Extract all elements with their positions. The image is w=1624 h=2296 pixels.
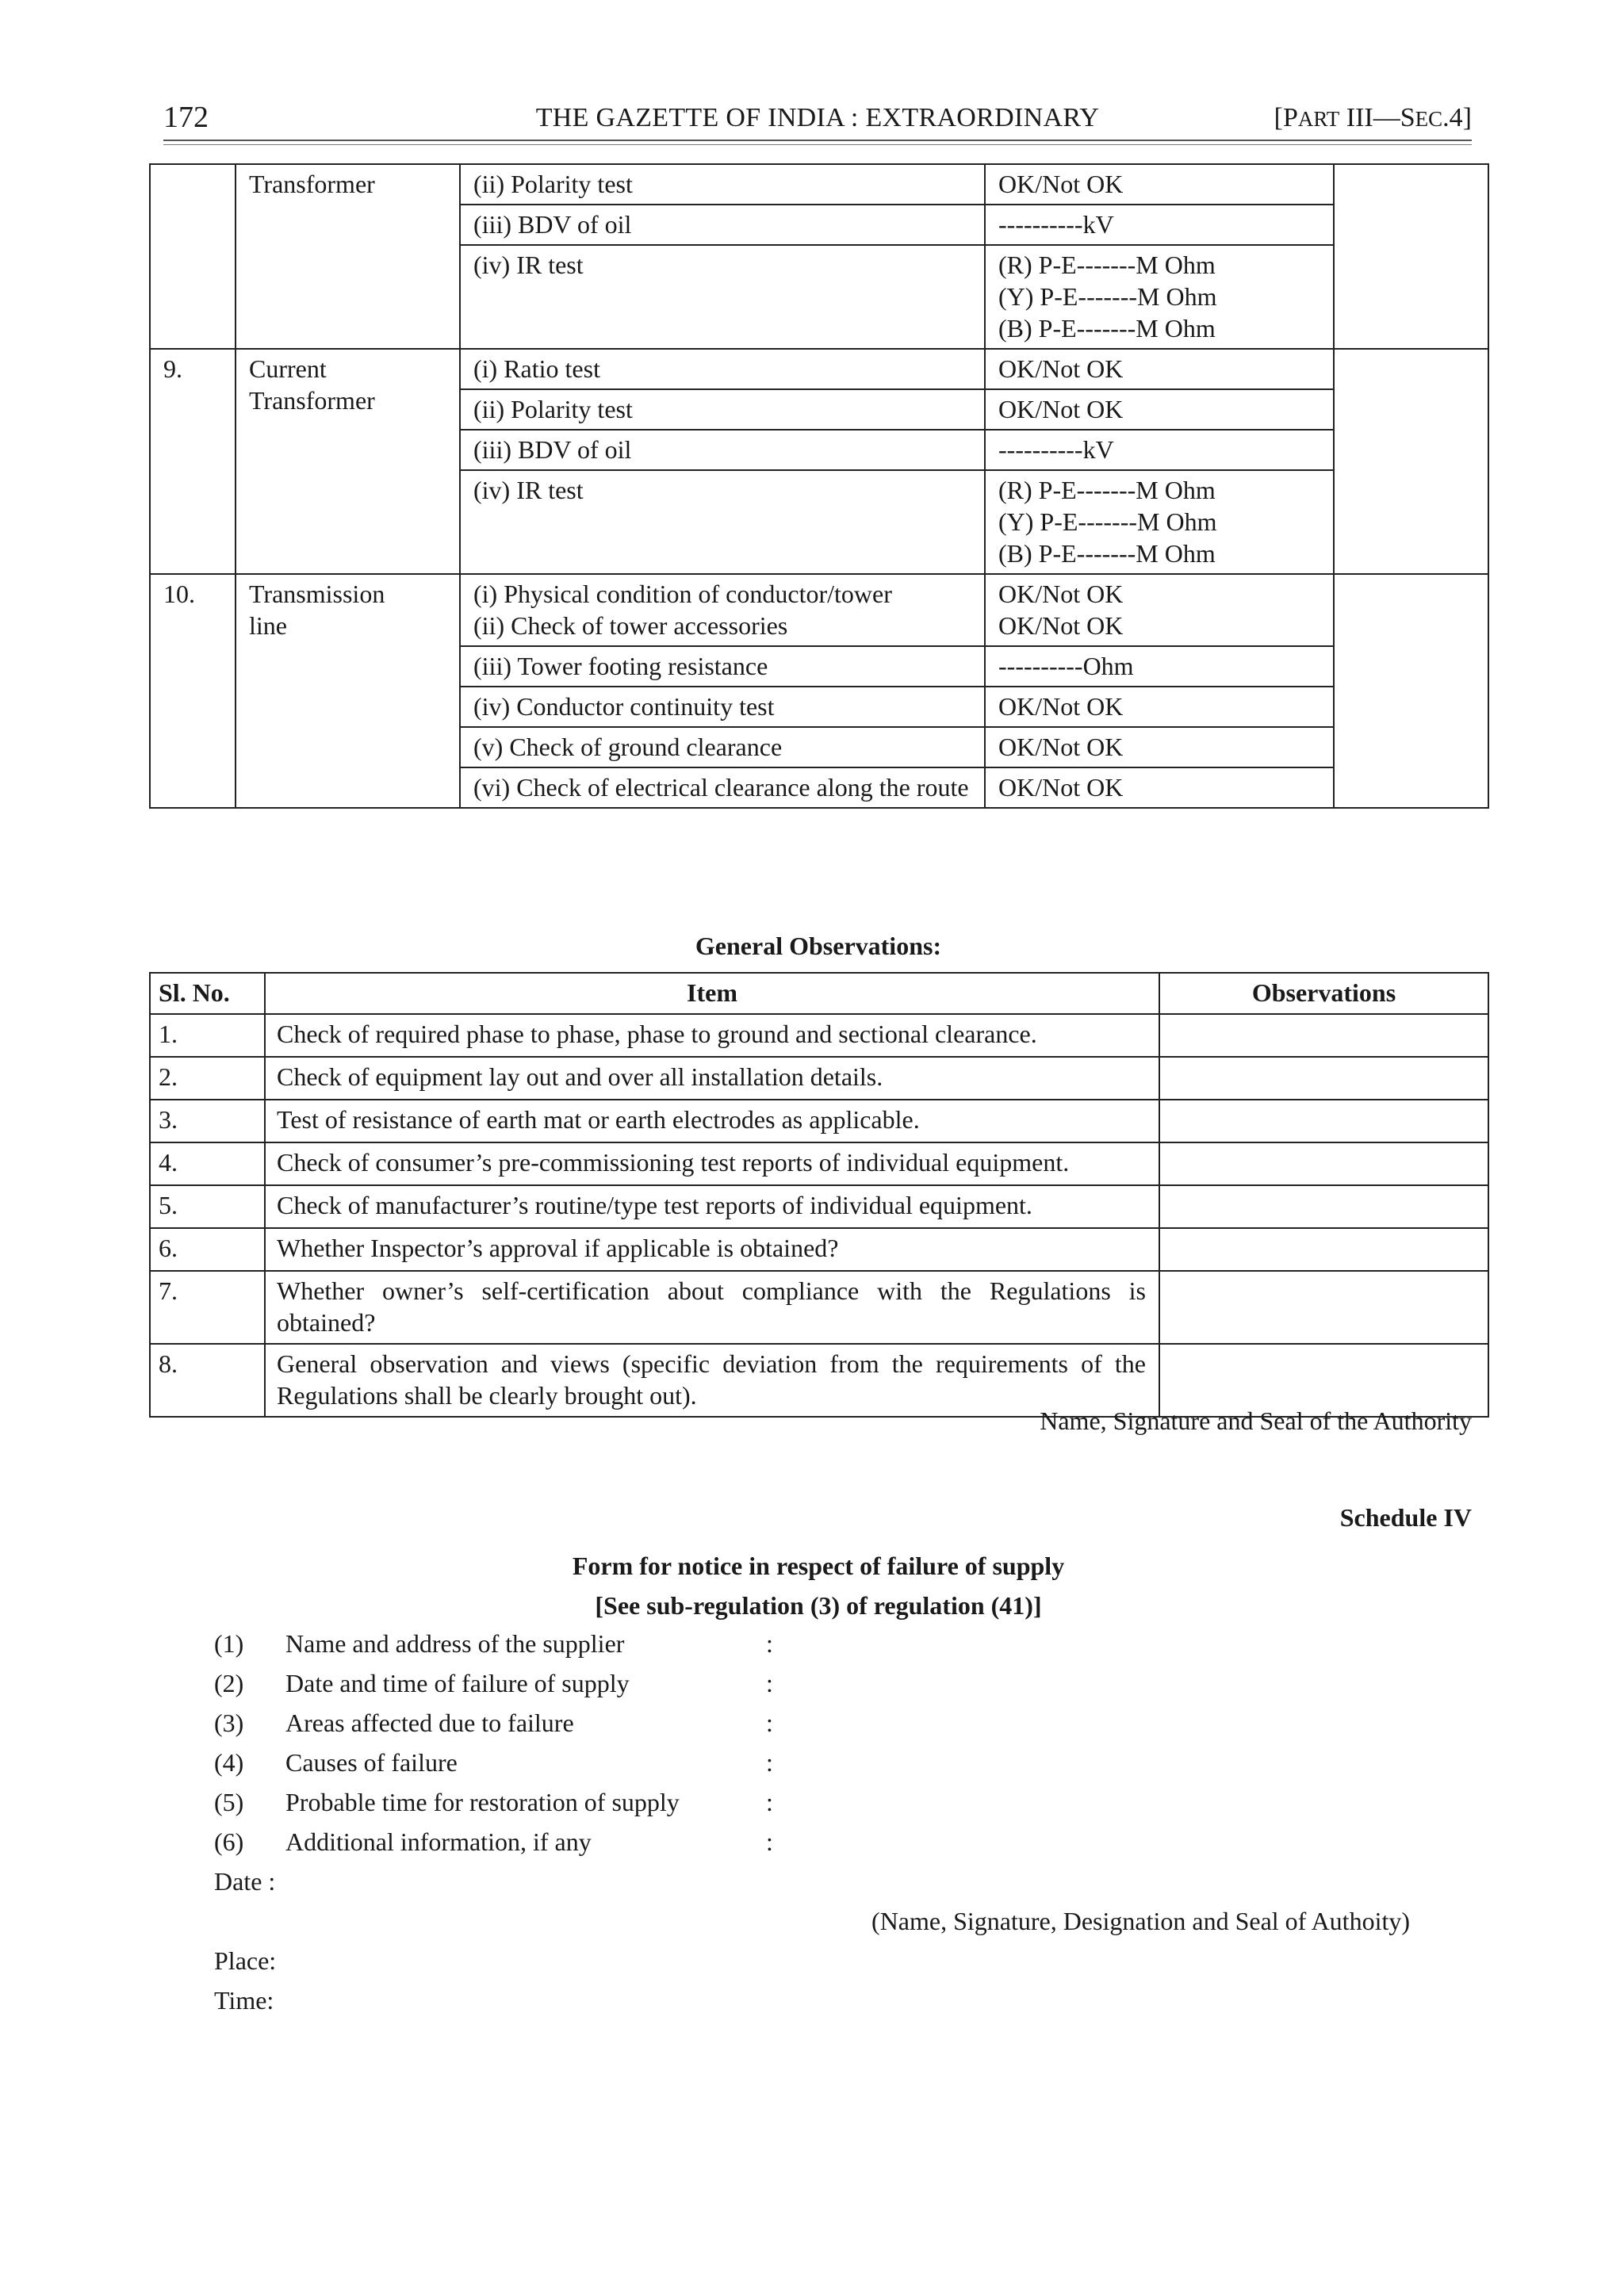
item-cell: Check of manufacturer’s routine/type test reports of individual equipment. <box>265 1185 1159 1228</box>
test-cell <box>460 574 985 646</box>
test-name: (v) Check of ground clearance <box>473 733 783 761</box>
part-section-label: [PART III—SEC.4] <box>1274 103 1472 132</box>
result-cell <box>985 245 1334 349</box>
equipment-name: Transformer <box>249 170 375 198</box>
test-results-table <box>149 163 1489 809</box>
equipment-name: Transformer <box>249 386 375 415</box>
authority-signature-line: Name, Signature and Seal of the Authority <box>1040 1406 1472 1435</box>
table-row <box>150 1142 1488 1185</box>
result-value: OK/Not OK <box>998 354 1124 383</box>
test-name: (ii) Polarity test <box>473 170 633 198</box>
field-label: Areas affected due to failure <box>285 1709 574 1737</box>
field-label: Date and time of failure of supply <box>285 1669 630 1697</box>
test-name: (iii) Tower footing resistance <box>473 652 768 680</box>
result-value: OK/Not OK <box>998 580 1124 608</box>
test-cell <box>460 349 985 389</box>
observation-cell <box>1159 1228 1488 1271</box>
observation-cell <box>1159 1271 1488 1344</box>
result-value: (R) P-E-------M Ohm <box>998 251 1216 279</box>
item-cell: Whether owner’s self-certification about compliance with the Regulations is obtained? <box>265 1271 1159 1344</box>
result-value: OK/Not OK <box>998 611 1124 640</box>
form-signature-line: (Name, Signature, Designation and Seal of Authoity) <box>871 1907 1410 1935</box>
result-value: (Y) P-E-------M Ohm <box>998 282 1217 311</box>
result-cell <box>985 574 1334 646</box>
result-value: ----------Ohm <box>998 652 1134 680</box>
test-cell <box>460 727 985 767</box>
test-name: (iii) BDV of oil <box>473 210 632 239</box>
equipment-cell <box>236 164 460 349</box>
sl-no-cell: 8. <box>150 1344 265 1417</box>
item-header: Item <box>265 973 1159 1014</box>
observation-cell <box>1159 1185 1488 1228</box>
result-value: OK/Not OK <box>998 733 1124 761</box>
field-label: Probable time for restoration of supply <box>285 1788 680 1816</box>
field-number: (3) <box>214 1709 244 1737</box>
field-colon: : <box>766 1669 773 1697</box>
item-cell: Check of required phase to phase, phase to ground and sectional clearance. <box>265 1014 1159 1057</box>
test-name: (iv) IR test <box>473 251 584 279</box>
remarks-cell <box>1334 349 1488 574</box>
field-colon: : <box>766 1827 773 1856</box>
result-cell <box>985 687 1334 727</box>
observation-cell <box>1159 1014 1488 1057</box>
field-label: Name and address of the supplier <box>285 1629 625 1658</box>
observations-header: Observations <box>1159 973 1488 1014</box>
table-row <box>150 164 1488 205</box>
result-value: (Y) P-E-------M Ohm <box>998 507 1217 536</box>
test-name: (vi) Check of electrical clearance along the route <box>473 773 969 802</box>
result-value: (B) P-E-------M Ohm <box>998 314 1216 342</box>
schedule-label: Schedule IV <box>1339 1503 1472 1532</box>
table-row <box>150 1271 1488 1344</box>
form-subtitle: [See sub-regulation (3) of regulation (41)] <box>595 1591 1042 1620</box>
result-value: OK/Not OK <box>998 773 1124 802</box>
result-cell <box>985 389 1334 430</box>
equipment-name: line <box>249 611 287 640</box>
observations-header-row <box>150 973 1488 1014</box>
result-cell <box>985 164 1334 205</box>
result-cell <box>985 430 1334 470</box>
item-cell: Test of resistance of earth mat or earth electrodes as applicable. <box>265 1100 1159 1142</box>
sl-no-cell <box>150 574 236 808</box>
test-cell <box>460 205 985 245</box>
page-number: 172 <box>163 101 209 134</box>
sl-no-cell: 6. <box>150 1228 265 1271</box>
header-rule <box>163 140 1472 141</box>
sl-no-header: Sl. No. <box>150 973 265 1014</box>
table-row <box>150 1057 1488 1100</box>
equipment-cell <box>236 349 460 574</box>
remarks-cell <box>1334 164 1488 349</box>
header-rule-thin <box>163 144 1472 145</box>
observation-cell <box>1159 1100 1488 1142</box>
equipment-cell <box>236 574 460 808</box>
sl-no-cell: 7. <box>150 1271 265 1344</box>
time-label: Time: <box>214 1986 274 2015</box>
sl-no-cell: 3. <box>150 1100 265 1142</box>
result-cell <box>985 727 1334 767</box>
page-header <box>163 94 1472 141</box>
field-number: (5) <box>214 1788 244 1816</box>
table-row <box>150 1185 1488 1228</box>
result-value: ----------kV <box>998 210 1114 239</box>
test-cell <box>460 767 985 808</box>
observation-cell <box>1159 1142 1488 1185</box>
item-cell: General observation and views (specific deviation from the requirements of the Regulations shall be clearly brought out). <box>265 1344 1159 1417</box>
result-value: OK/Not OK <box>998 170 1124 198</box>
field-number: (2) <box>214 1669 244 1697</box>
field-colon: : <box>766 1788 773 1816</box>
field-label: Causes of failure <box>285 1748 458 1777</box>
result-cell <box>985 646 1334 687</box>
table-row <box>150 1100 1488 1142</box>
place-label: Place: <box>214 1946 277 1975</box>
sl-no: 10. <box>163 580 195 608</box>
field-colon: : <box>766 1629 773 1658</box>
result-cell <box>985 205 1334 245</box>
item-cell: Check of equipment lay out and over all installation details. <box>265 1057 1159 1100</box>
observation-cell <box>1159 1057 1488 1100</box>
form-title: Form for notice in respect of failure of supply <box>572 1552 1065 1580</box>
general-observations-table <box>149 972 1489 1418</box>
test-cell <box>460 687 985 727</box>
field-number: (1) <box>214 1629 244 1658</box>
result-cell <box>985 349 1334 389</box>
sl-no-cell: 1. <box>150 1014 265 1057</box>
date-label: Date : <box>214 1867 276 1896</box>
test-name: (iv) Conductor continuity test <box>473 692 775 721</box>
test-cell <box>460 164 985 205</box>
test-name: (ii) Polarity test <box>473 395 633 423</box>
result-value: (B) P-E-------M Ohm <box>998 539 1216 568</box>
test-name: (i) Ratio test <box>473 354 600 383</box>
test-cell <box>460 245 985 349</box>
sl-no-cell: 2. <box>150 1057 265 1100</box>
gazette-title: THE GAZETTE OF INDIA : EXTRAORDINARY <box>535 103 1100 132</box>
field-label: Additional information, if any <box>285 1827 592 1856</box>
result-value: (R) P-E-------M Ohm <box>998 476 1216 504</box>
sl-no: 9. <box>163 354 182 383</box>
table-row <box>150 1014 1488 1057</box>
table-row <box>150 574 1488 646</box>
field-number: (6) <box>214 1827 244 1856</box>
equipment-name: Current <box>249 354 327 383</box>
sl-no-cell <box>150 349 236 574</box>
field-colon: : <box>766 1748 773 1777</box>
test-name: (ii) Check of tower accessories <box>473 611 788 640</box>
test-name: (iii) BDV of oil <box>473 435 632 464</box>
result-value: OK/Not OK <box>998 692 1124 721</box>
field-number: (4) <box>214 1748 244 1777</box>
table-row <box>150 349 1488 389</box>
test-name: (i) Physical condition of conductor/tower <box>473 580 892 608</box>
test-cell <box>460 646 985 687</box>
test-name: (iv) IR test <box>473 476 584 504</box>
sl-no-cell: 4. <box>150 1142 265 1185</box>
test-cell <box>460 430 985 470</box>
test-cell <box>460 389 985 430</box>
remarks-cell <box>1334 574 1488 808</box>
result-cell <box>985 767 1334 808</box>
table-row <box>150 1228 1488 1271</box>
sl-no-cell: 5. <box>150 1185 265 1228</box>
equipment-name: Transmission <box>249 580 385 608</box>
item-cell: Check of consumer’s pre-commissioning test reports of individual equipment. <box>265 1142 1159 1185</box>
result-value: OK/Not OK <box>998 395 1124 423</box>
test-cell <box>460 470 985 574</box>
sl-no-cell <box>150 164 236 349</box>
field-colon: : <box>766 1709 773 1737</box>
result-value: ----------kV <box>998 435 1114 464</box>
item-cell: Whether Inspector’s approval if applicable is obtained? <box>265 1228 1159 1271</box>
result-cell <box>985 470 1334 574</box>
general-observations-title: General Observations: <box>695 932 942 960</box>
